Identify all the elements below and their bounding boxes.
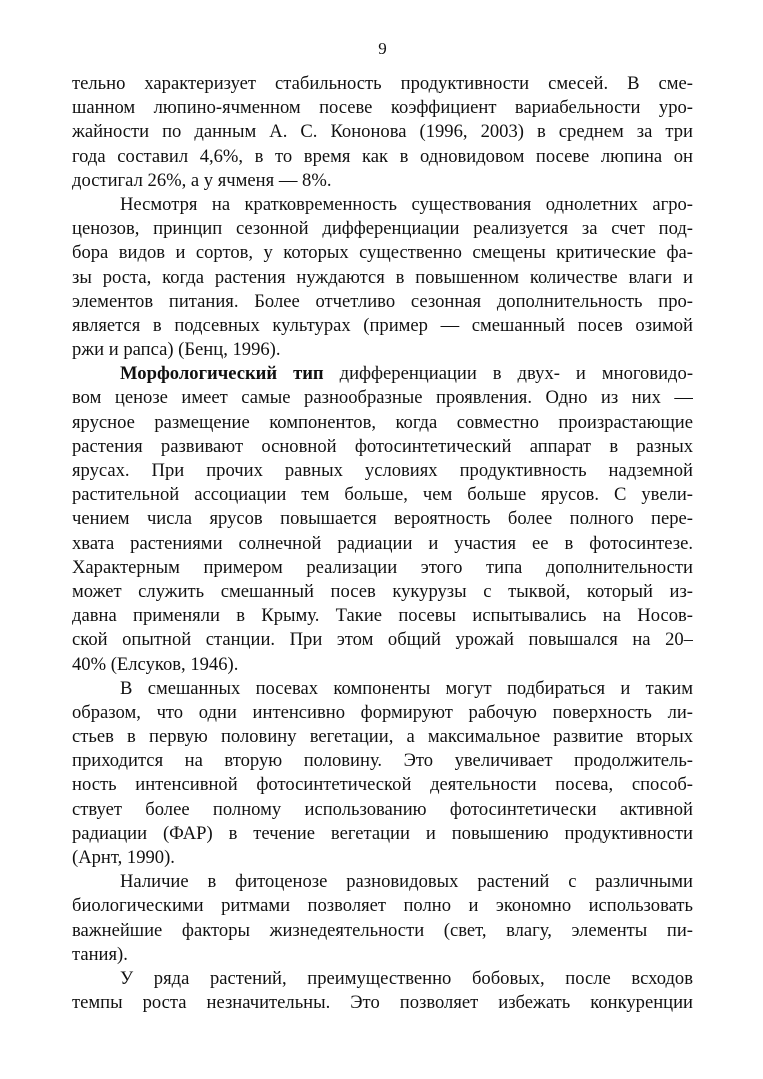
text-line: зы роста, когда растения нуждаются в повышенном количестве влаги и	[72, 266, 693, 288]
text-line: бора видов и сортов, у которых существенно смещены критические фа-	[72, 242, 693, 264]
text-line: 40% (Елсуков, 1946).	[72, 653, 239, 675]
text-line: шанном люпино-ячменном посеве коэффициент вариабельности уро-	[72, 97, 693, 119]
document-page	[72, 38, 693, 1015]
text-line: (Арнт, 1990).	[72, 847, 175, 868]
page-number: 9	[378, 39, 387, 58]
paragraph	[72, 72, 693, 193]
paragraph	[72, 362, 693, 676]
text-line: растительной ассоциации тем больше, чем больше ярусов. С увели-	[72, 484, 693, 506]
text-line: тания).	[72, 943, 128, 965]
text-line: образом, что одни интенсивно формируют рабочую поверхность ли-	[72, 701, 693, 723]
text-line: ржи и рапса) (Бенц, 1996).	[72, 339, 281, 361]
paragraph	[72, 870, 693, 967]
text-line: является в подсевных культурах (пример — смешанный посев озимой	[72, 314, 693, 336]
text-line: ярусное размещение компонентов, когда совместно произрастающие	[72, 411, 693, 433]
text-line: хвата растениями солнечной радиации и участия ее в фотосинтезе.	[72, 532, 693, 554]
text-line: вом ценозе имеет самые разнообразные проявления. Одно из них —	[72, 387, 693, 409]
text-line: Наличие в фитоценозе разновидовых растений с различными	[120, 871, 693, 893]
text-line: жайности по данным А. С. Кононова (1996, 2003) в среднем за три	[72, 121, 693, 143]
text-line: растения развивают основной фотосинтетический аппарат в разных	[72, 435, 693, 457]
text-line: радиации (ФАР) в течение вегетации и повышению продуктивности	[72, 822, 693, 844]
text-line: темпы роста незначительны. Это позволяет избежать конкуренции	[72, 992, 693, 1014]
paragraph	[72, 193, 693, 362]
text-line: года составил 4,6%, в то время как в одновидовом посеве люпина он	[72, 145, 693, 167]
paragraph	[72, 967, 693, 1015]
text-line: стьев в первую половину вегетации, а максимальное развитие вторых	[72, 726, 693, 748]
text-line	[72, 362, 693, 386]
text-line: В смешанных посевах компоненты могут подбираться и таким	[120, 677, 693, 699]
paragraph	[72, 677, 693, 871]
text-line: ценозов, принцип сезонной дифференциации реализуется за счет под-	[72, 218, 693, 240]
text-line: элементов питания. Более отчетливо сезонная дополнительность про-	[72, 290, 693, 312]
text-line: давна применяли в Крыму. Такие посевы испытывались на Носов-	[72, 605, 693, 627]
text-line: приходится на вторую половину. Это увеличивает продолжитель-	[72, 750, 693, 772]
bold-term: Морфологический тип	[120, 363, 324, 385]
text-line: ской опытной станции. При этом общий урожай повышался на 20–	[72, 629, 693, 651]
text-line: ярусах. При прочих равных условиях продуктивность надземной	[72, 460, 693, 481]
lead-rest: дифференциации в двух- и многовидо-	[323, 363, 693, 385]
text-line: тельно характеризует стабильность продуктивности смесей. В сме-	[72, 73, 693, 94]
text-line: ствует более полному использованию фотосинтетически активной	[72, 798, 693, 820]
text-line: У ряда растений, преимущественно бобовых, после всходов	[120, 967, 693, 989]
text-line: может служить смешанный посев кукурузы с тыквой, который из-	[72, 580, 693, 602]
text-line: ность интенсивной фотосинтетической деятельности посева, способ-	[72, 774, 693, 796]
text-line: биологическими ритмами позволяет полно и экономно использовать	[72, 895, 693, 917]
text-line: чением числа ярусов повышается вероятность более полного пере-	[72, 508, 693, 530]
text-line: важнейшие факторы жизнедеятельности (свет, влагу, элементы пи-	[72, 919, 693, 941]
text-line: Характерным примером реализации этого типа дополнительности	[72, 556, 693, 578]
text-line: достигал 26%, а у ячменя — 8%.	[72, 169, 332, 191]
text-line: Несмотря на кратковременность существования однолетних агро-	[120, 193, 693, 215]
